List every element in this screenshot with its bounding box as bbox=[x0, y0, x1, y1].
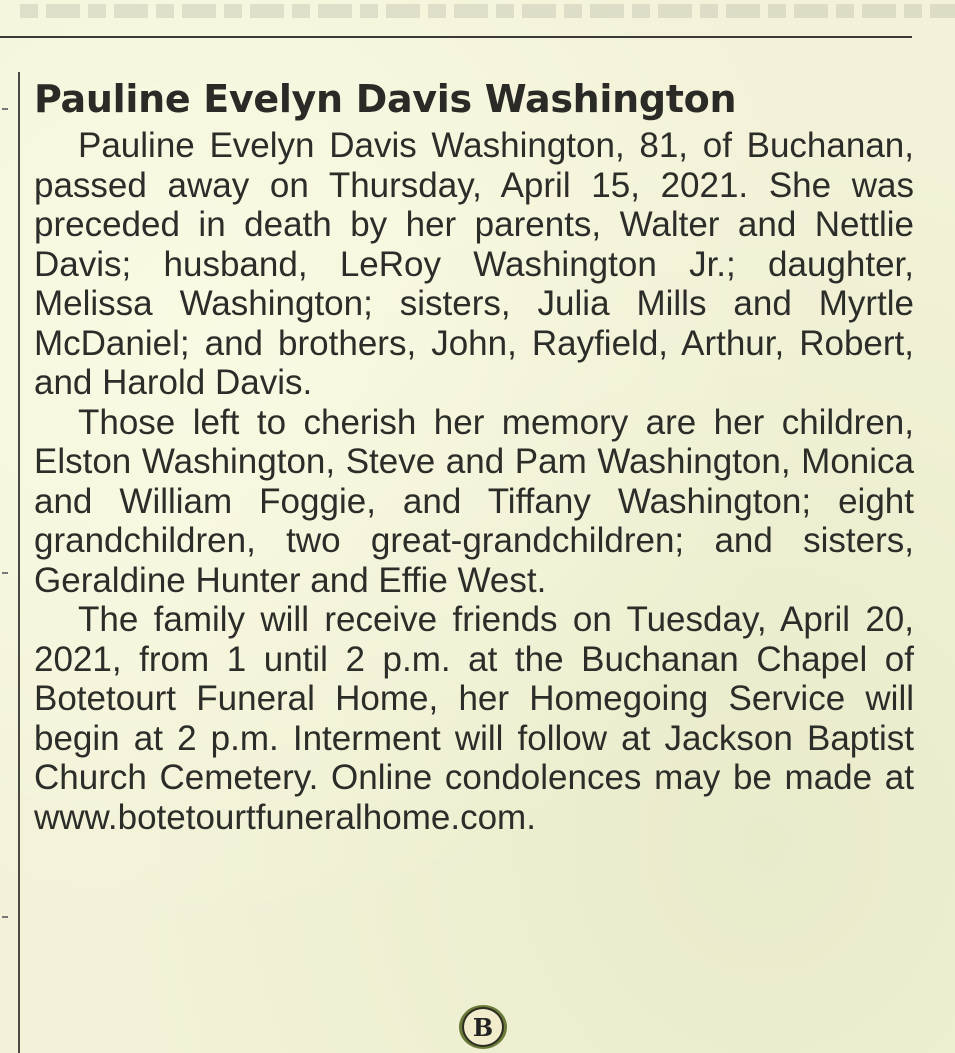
top-rule bbox=[0, 36, 912, 38]
obituary-article bbox=[34, 72, 914, 837]
obituary-paragraph-2: Those left to cherish her memory are her children, Elston Washington, Steve and Pam Washington, Monica and William Foggie, and Tiffany Washington; eight grandchildren, two great-grandchildren; and sisters, Geraldine Hunter and Effie West. bbox=[34, 402, 914, 600]
obituary-paragraph-3: The family will receive friends on Tuesday, April 20, 2021, from 1 until 2 p.m. at the Buchanan Chapel of Botetourt Funeral Home, her Homegoing Service will begin at 2 p.m. Interment will follow at Jackson Baptist Church Cemetery. Online condolences may be made at www.botetourtfuneralhome.com. bbox=[34, 600, 914, 837]
margin-tick bbox=[2, 572, 8, 574]
bleed-line bbox=[20, 4, 955, 18]
obituary-headline: Pauline Evelyn Davis Washington bbox=[34, 77, 737, 121]
funeral-home-logo-icon bbox=[459, 1005, 507, 1049]
column-rule bbox=[18, 72, 20, 1053]
logo-letter: B bbox=[462, 1007, 504, 1047]
margin-tick bbox=[2, 108, 8, 110]
obituary-paragraph-1: Pauline Evelyn Davis Washington, 81, of Buchanan, passed away on Thursday, April 15, 2021. She was preceded in death by her parents, Walter and Nettlie Davis; husband, LeRoy Washington Jr.; daughter, Melissa Washington; sisters, Julia Mills and Myrtle McDaniel; and brothers, John, Rayfield, Arthur, Robert, and Harold Davis. bbox=[34, 126, 914, 402]
previous-column-bleed bbox=[0, 0, 955, 32]
margin-tick bbox=[2, 916, 8, 918]
